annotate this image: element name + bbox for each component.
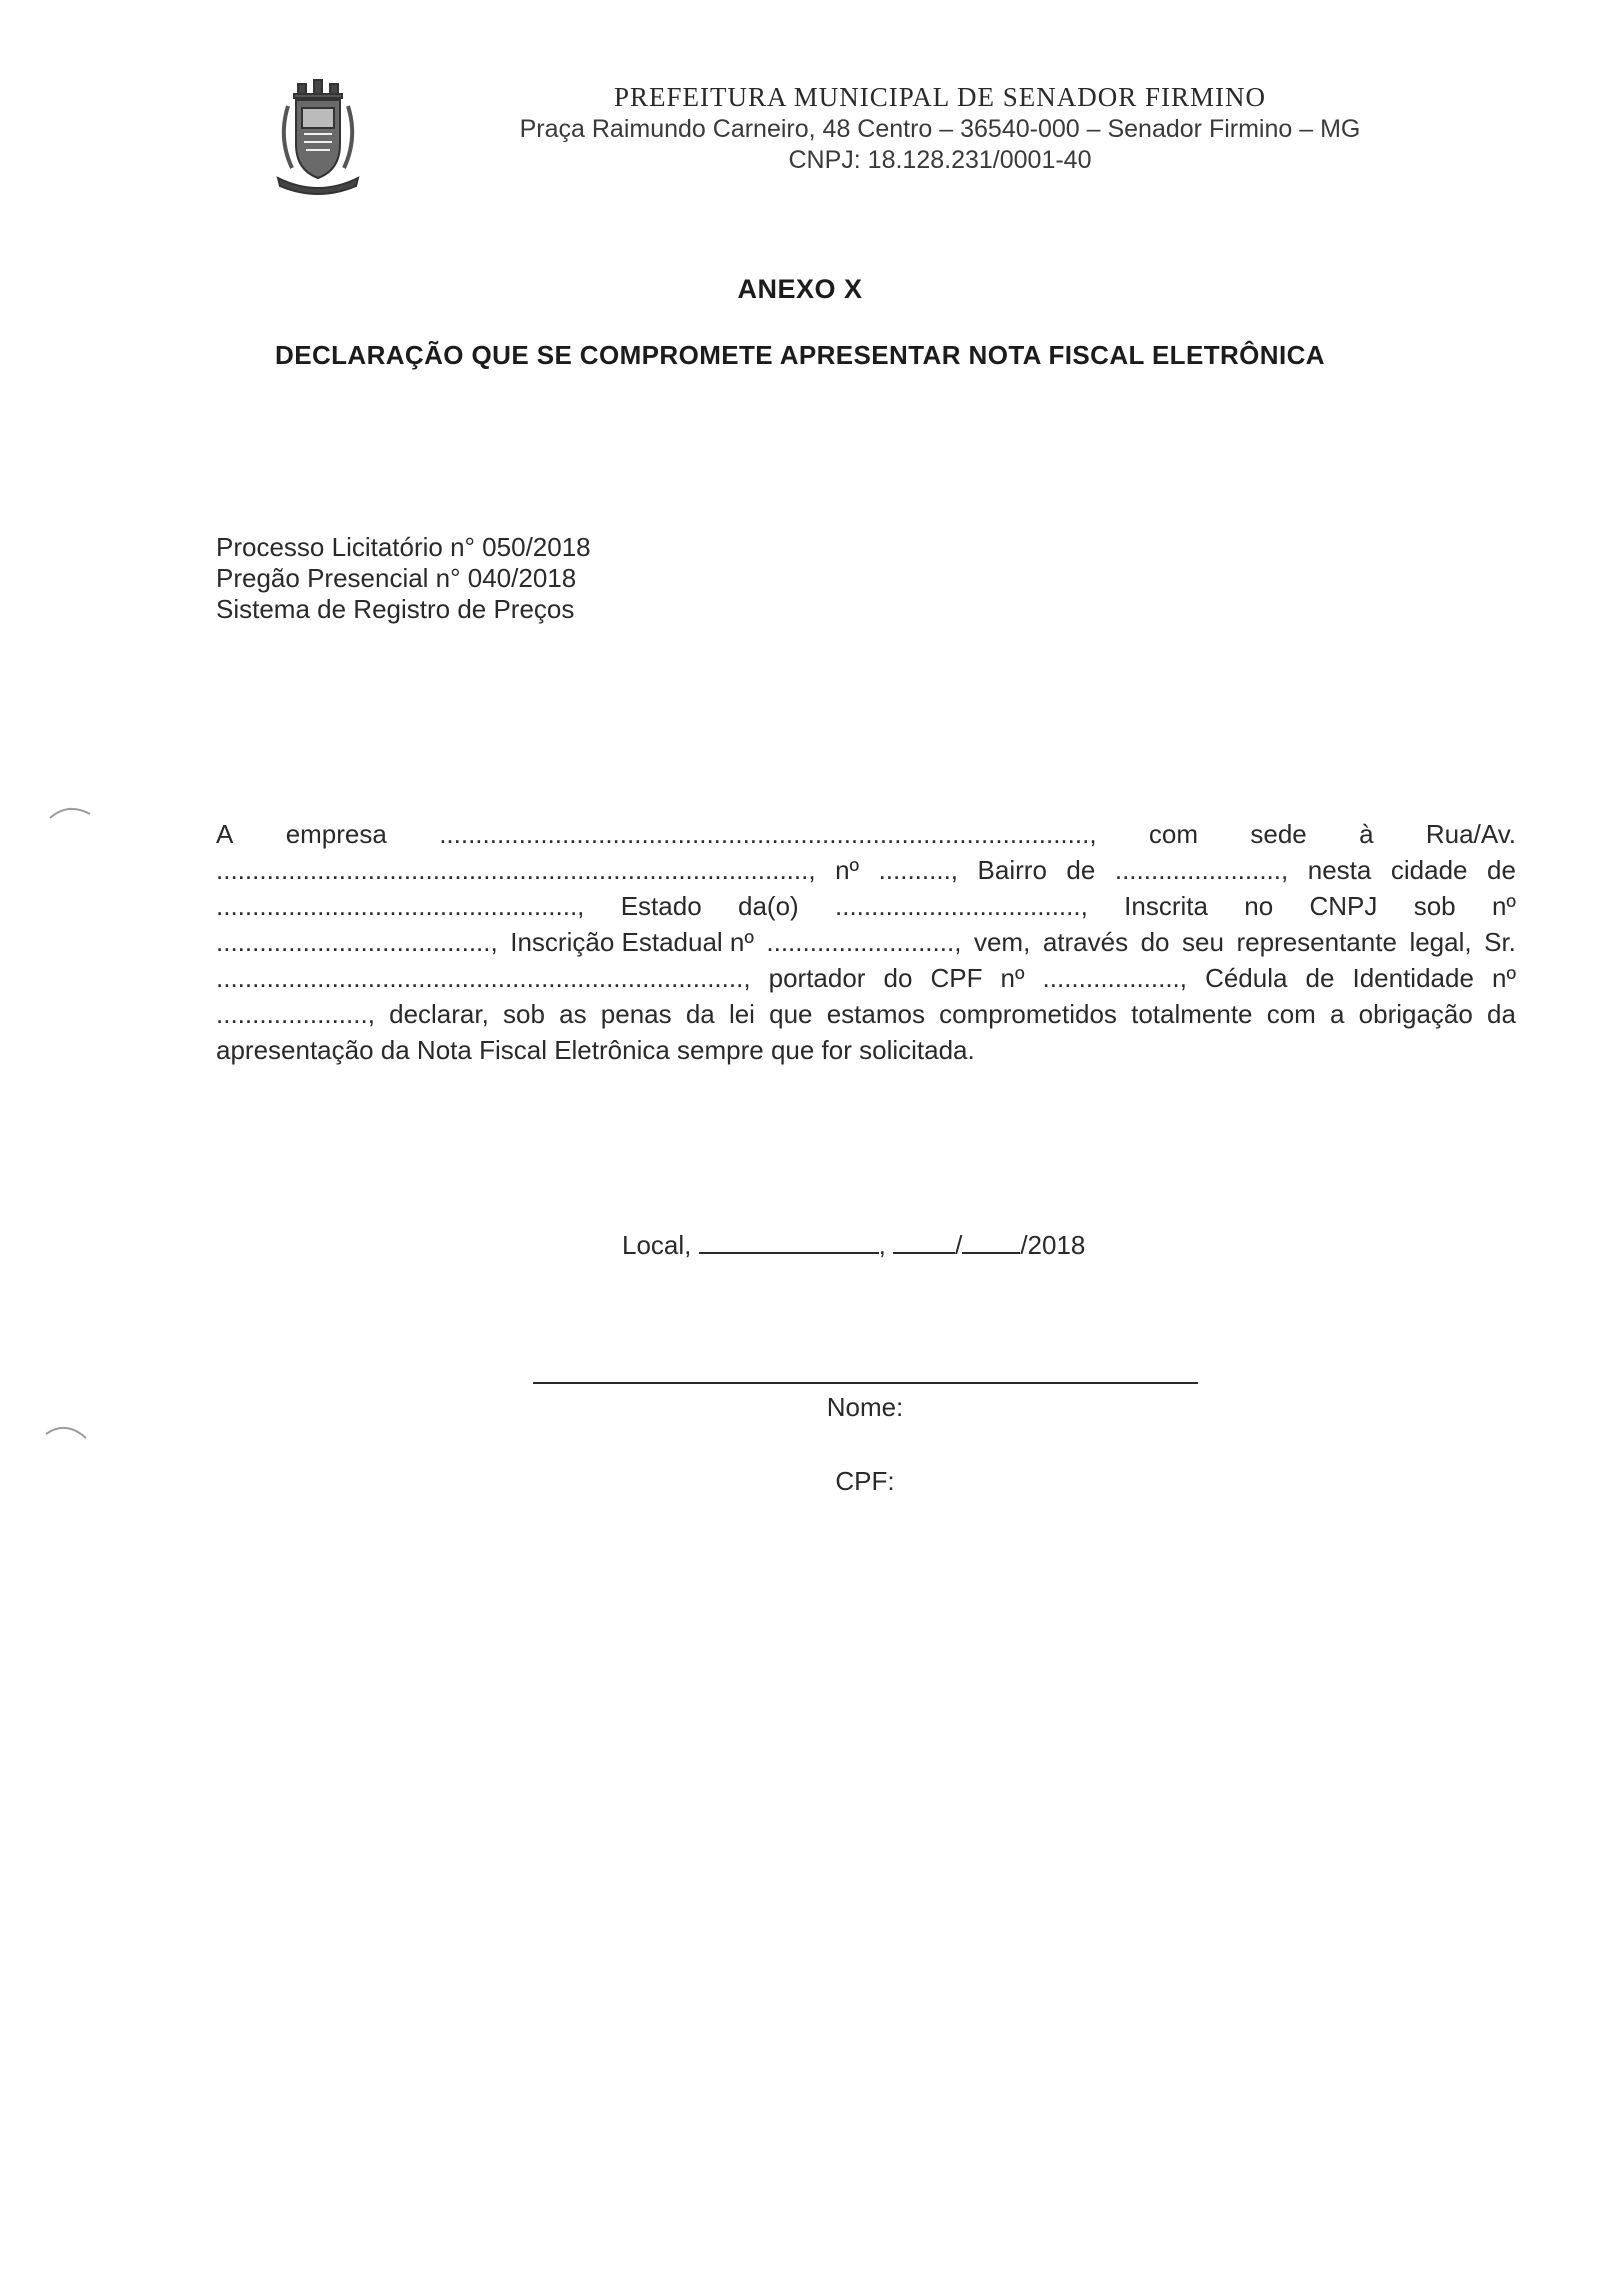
- local-date-line: [622, 1228, 1085, 1261]
- body-word: que: [769, 999, 813, 1029]
- body-word: totalmente: [1131, 999, 1253, 1029]
- body-word: penas: [600, 999, 672, 1029]
- body-word: a: [1330, 999, 1345, 1029]
- body-word: com: [1266, 999, 1316, 1029]
- body-word: ...................,: [1042, 963, 1188, 993]
- body-word: do: [883, 963, 913, 993]
- date-slash: /: [955, 1230, 963, 1260]
- body-word: cidade: [1390, 855, 1468, 885]
- body-word: Inscrição Estadual nº: [510, 927, 754, 957]
- body-word: nº: [1000, 963, 1025, 993]
- body-word: de: [1487, 855, 1516, 885]
- body-word: Inscrita: [1124, 891, 1208, 921]
- signature-cpf-label: CPF:: [835, 1466, 895, 1496]
- body-word: Cédula: [1205, 963, 1288, 993]
- body-word: da: [685, 999, 715, 1029]
- body-word: da(o): [737, 891, 799, 921]
- process-references: [216, 532, 591, 625]
- declaration-body: [216, 816, 1516, 1068]
- body-word: ..................................,: [835, 891, 1088, 921]
- registry-system: Sistema de Registro de Preços: [216, 594, 575, 624]
- body-word: de: [1066, 855, 1096, 885]
- body-word: ..........................................................................................,: [439, 819, 1097, 849]
- body-line-6: [216, 996, 1516, 1032]
- signature-name-label: Nome:: [826, 1392, 904, 1422]
- body-word: sede: [1250, 819, 1307, 849]
- body-word: legal,: [1409, 927, 1472, 957]
- body-line-2: [216, 852, 1516, 888]
- body-word: através: [1042, 927, 1129, 957]
- month-blank[interactable]: [962, 1228, 1020, 1254]
- body-word: ..........................,: [766, 927, 962, 957]
- body-word: as: [559, 999, 587, 1029]
- body-word: nº: [1491, 963, 1516, 993]
- annex-heading: ANEXO X: [737, 274, 863, 304]
- body-line-4: [216, 924, 1516, 960]
- body-word: CPF: [930, 963, 983, 993]
- body-word: .........................................................................,: [216, 963, 751, 993]
- body-word: Identidade: [1352, 963, 1474, 993]
- body-word: estamos: [826, 999, 925, 1029]
- body-word: .......................,: [1114, 855, 1289, 885]
- letterhead: [420, 80, 1460, 176]
- day-blank[interactable]: [893, 1228, 955, 1254]
- body-word: declarar,: [389, 999, 489, 1029]
- body-word: .....................,: [216, 999, 375, 1029]
- body-line-3: [216, 888, 1516, 924]
- body-word: à: [1359, 819, 1374, 849]
- body-word: com: [1148, 819, 1199, 849]
- body-word: do: [1140, 927, 1170, 957]
- body-word: Bairro: [977, 855, 1047, 885]
- body-word: ..................................................,: [216, 891, 585, 921]
- local-label: Local,: [622, 1230, 692, 1260]
- body-word: obrigação: [1358, 999, 1473, 1029]
- pregao-number: Pregão Presencial n° 040/2018: [216, 563, 577, 593]
- body-word: portador: [768, 963, 866, 993]
- body-word: nesta: [1307, 855, 1372, 885]
- body-word: sob: [1413, 891, 1456, 921]
- body-word: nº: [1491, 891, 1516, 921]
- body-word: sob: [503, 999, 545, 1029]
- body-word: lei: [728, 999, 755, 1029]
- body-word: Estado: [620, 891, 702, 921]
- punch-hole-mark-bottom: [44, 1418, 88, 1440]
- body-line-7: apresentação da Nota Fiscal Eletrônica sempre que for solicitada.: [216, 1035, 975, 1065]
- body-word: Rua/Av.: [1425, 819, 1516, 849]
- body-line-1: [216, 816, 1516, 852]
- year-label: /2018: [1020, 1230, 1086, 1260]
- letterhead-cnpj: CNPJ: 18.128.231/0001-40: [788, 146, 1092, 174]
- body-word: da: [1487, 999, 1516, 1029]
- letterhead-title: PREFEITURA MUNICIPAL DE SENADOR FIRMINO: [613, 82, 1267, 112]
- local-blank[interactable]: [699, 1228, 879, 1254]
- body-word: de: [1305, 963, 1335, 993]
- process-number: Processo Licitatório n° 050/2018: [216, 532, 591, 562]
- body-word: CNPJ: [1309, 891, 1378, 921]
- municipal-crest-logo: [268, 78, 368, 198]
- body-word: ......................................,: [216, 927, 498, 957]
- body-word: no: [1244, 891, 1274, 921]
- body-word: nº: [835, 855, 860, 885]
- signature-line[interactable]: [533, 1382, 1198, 1384]
- body-word: comprometidos: [939, 999, 1117, 1029]
- body-word: ..........,: [878, 855, 959, 885]
- body-word: empresa: [285, 819, 387, 849]
- body-word: representante: [1236, 927, 1397, 957]
- body-word: Sr.: [1484, 927, 1516, 957]
- document-title: DECLARAÇÃO QUE SE COMPROMETE APRESENTAR NOTA FISCAL ELETRÔNICA: [275, 340, 1325, 370]
- body-word: A: [216, 819, 234, 849]
- body-word: ..................................................................................,: [216, 855, 816, 885]
- body-line-5: [216, 960, 1516, 996]
- body-word: seu: [1182, 927, 1224, 957]
- body-word: vem,: [973, 927, 1031, 957]
- letterhead-address: Praça Raimundo Carneiro, 48 Centro – 36540-000 – Senador Firmino – MG: [519, 115, 1361, 143]
- local-comma: ,: [878, 1230, 886, 1260]
- punch-hole-mark-top: [48, 800, 92, 822]
